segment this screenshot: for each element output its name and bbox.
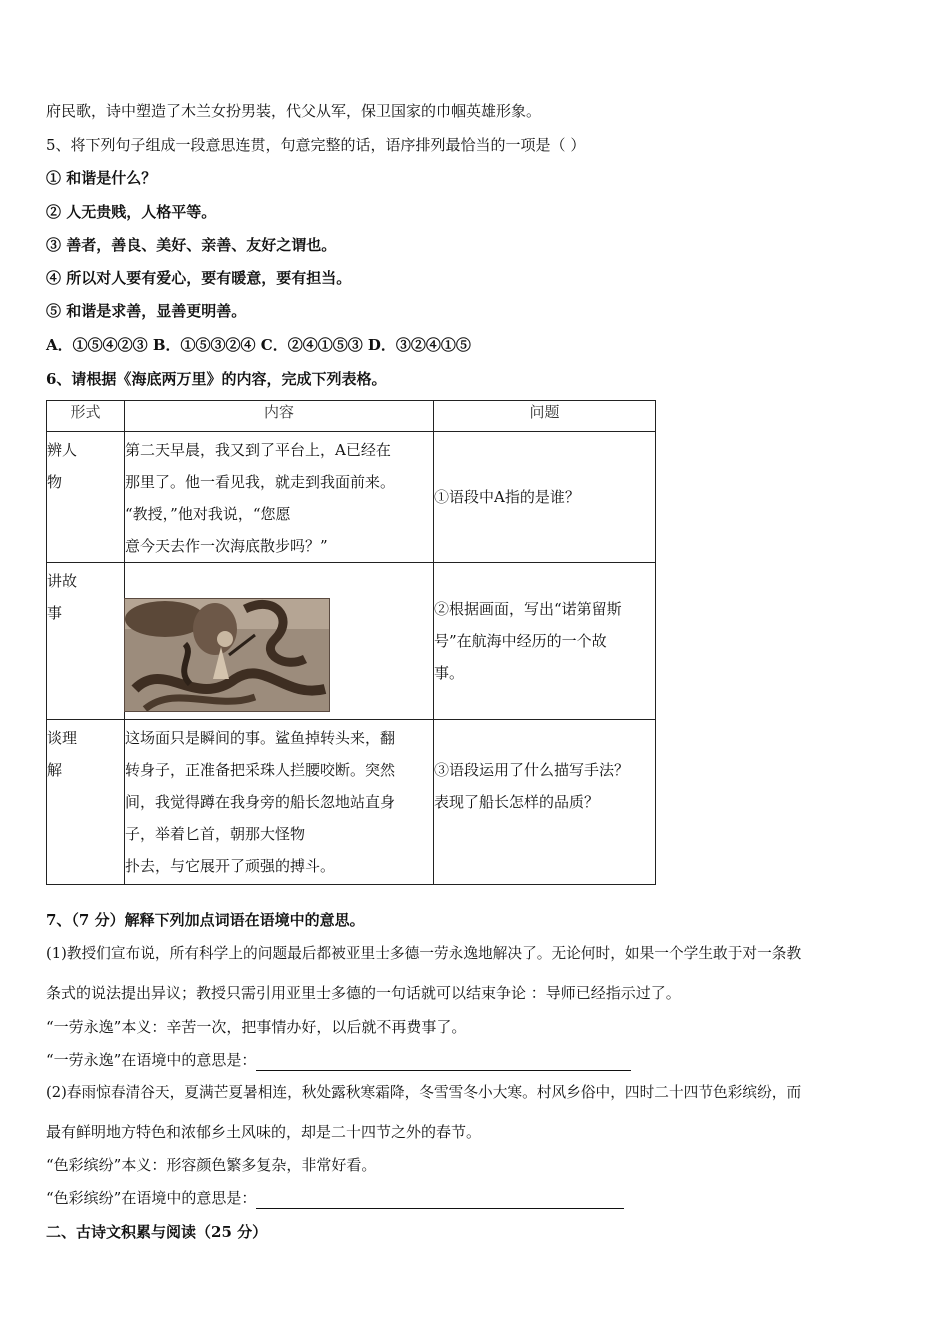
form-text: 辨人 (47, 441, 78, 459)
sentence-1: ① 和谐是什么？ (46, 169, 157, 187)
form-text: 物 (47, 473, 63, 491)
passage-1-line-2: 条式的说法提出异议；教授只需引用亚里士多德的一句话就可以结束争论 ：导师已经指示过了。 (46, 984, 681, 1002)
sentence-4: ④ 所以对人要有爱心，要有暖意，要有担当。 (46, 269, 352, 287)
content-text: 扑去，与它展开了顽强的搏斗。 (125, 857, 336, 875)
answer-options: A．①⑤④②③ B．①⑤③②④ C．②④①⑤③ D．③②④①⑤ (46, 336, 471, 354)
table-row (47, 720, 656, 885)
table-header-row (47, 401, 656, 432)
content-text: 转身子，正准备把采珠人拦腰咬断。突然 (125, 761, 396, 779)
meaning-2-prompt (46, 1187, 624, 1209)
form-text: 事 (47, 604, 63, 622)
meaning-2-label: “色彩缤纷”在语境中的意思是： (46, 1189, 257, 1207)
question-5: 5、将下列句子组成一段意思连贯，句意完整的话，语序排列最恰当的一项是（ ） (46, 136, 586, 154)
sentence-3: ③ 善者，善良、美好、亲善、友好之谓也。 (46, 236, 337, 254)
form-text: 谈理 (47, 729, 78, 747)
squid-illustration (124, 598, 330, 712)
content-text: 意今天去作一次海底散步吗？” (125, 537, 328, 555)
question-text: 事。 (434, 664, 465, 682)
question-text: ③语段运用了什么描写手法？ (434, 761, 630, 779)
section-2-heading: 二、古诗文积累与阅读（25 分） (46, 1223, 268, 1241)
header-form: 形式 (47, 401, 125, 432)
content-text: 间，我觉得蹲在我身旁的船长忽地站直身 (125, 793, 396, 811)
answer-blank-2[interactable] (256, 1192, 624, 1209)
content-text: 这场面只是瞬间的事。鲨鱼掉转头来，翻 (125, 729, 396, 747)
question-text: ①语段中A指的是谁？ (434, 488, 580, 506)
table-row (47, 432, 656, 563)
question-text: ②根据画面，写出“诺第留斯 (434, 600, 622, 618)
question-text: 号”在航海中经历的一个故 (434, 632, 607, 650)
content-text: 子，举着匕首，朝那大怪物 (125, 825, 306, 843)
passage-2-line-2: 最有鲜明地方特色和浓郁乡土风味的，却是二十四节之外的春节。 (46, 1123, 482, 1141)
question-6: 6、请根据《海底两万里》的内容，完成下列表格。 (46, 370, 387, 388)
meaning-1-original: “一劳永逸”本义：辛苦一次，把事情办好，以后就不再费事了。 (46, 1018, 467, 1036)
meaning-1-label: “一劳永逸”在语境中的意思是： (46, 1051, 257, 1069)
header-content: 内容 (125, 401, 434, 432)
squid-battle-image (125, 599, 329, 711)
form-text: 解 (47, 761, 63, 779)
text-line-top: 府民歌，诗中塑造了木兰女扮男装，代父从军，保卫国家的巾帼英雄形象。 (46, 102, 542, 120)
form-text: 讲故 (47, 572, 78, 590)
sentence-5: ⑤ 和谐是求善，显善更明善。 (46, 302, 247, 320)
passage-1-line-1: (1)教授们宣布说，所有科学上的问题最后都被亚里士多德一劳永逸地解决了。无论何时，如果一个学生敢于对一条教 (46, 945, 802, 962)
passage-2-line-1: (2)春雨惊春清谷天，夏满芒夏暑相连，秋处露秋寒霜降，冬雪雪冬小大寒。村风乡俗中，四时二十四节色彩缤纷，而 (46, 1084, 802, 1101)
question-text: 表现了船长怎样的品质？ (434, 793, 600, 811)
answer-blank-1[interactable] (256, 1054, 631, 1071)
content-text: “教授，”他对我说，“您愿 (125, 505, 291, 523)
content-text: 第二天早晨，我又到了平台上，A已经在 (125, 441, 391, 459)
meaning-1-prompt (46, 1049, 631, 1071)
question-7: 7、（7 分）解释下列加点词语在语境中的意思。 (46, 911, 365, 929)
content-text: 那里了。他一看见我，就走到我面前来。 (125, 473, 396, 491)
meaning-2-original: “色彩缤纷”本义：形容颜色繁多复杂，非常好看。 (46, 1156, 377, 1174)
sentence-2: ② 人无贵贱，人格平等。 (46, 203, 217, 221)
header-question: 问题 (434, 401, 656, 432)
